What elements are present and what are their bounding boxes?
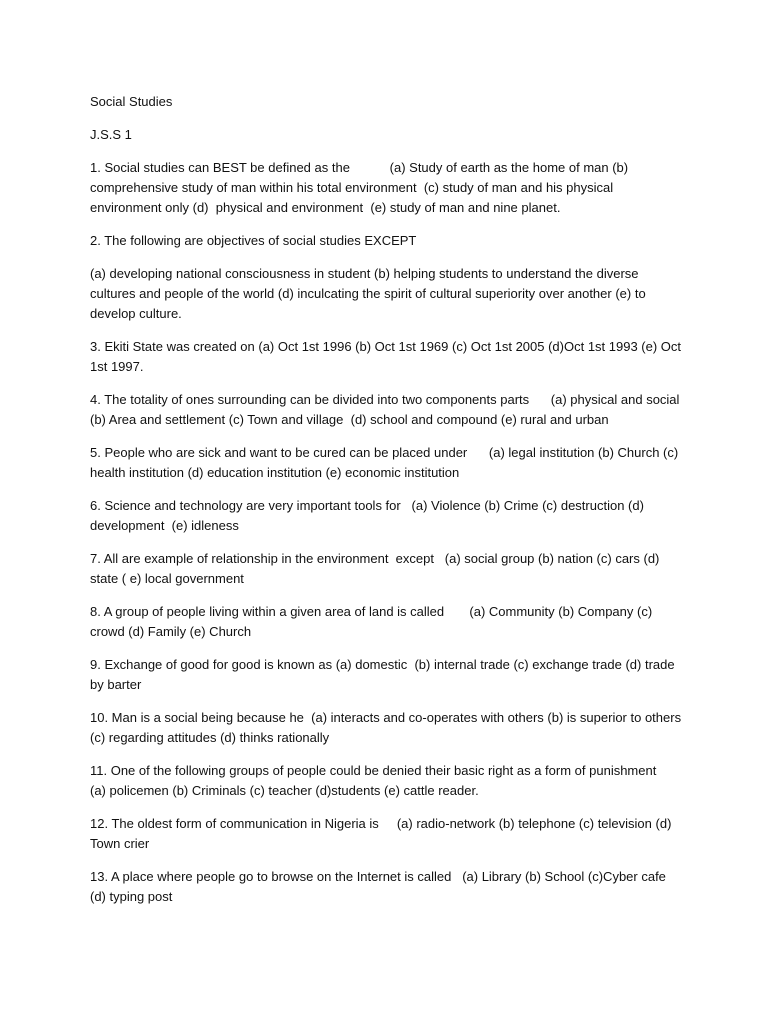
question-7: 7. All are example of relationship in the environment except (a) social group (b) nation (c) cars (d) state ( e) local government <box>90 551 664 586</box>
class-label: J.S.S 1 <box>90 127 132 142</box>
question-5: 5. People who are sick and want to be cured can be placed under (a) legal institution (b) Church (c) health institution (d) education institution (e) economic institution <box>90 445 682 480</box>
question-13: 13. A place where people go to browse on the Internet is called (a) Library (b) School (c)Cyber cafe (d) typing post <box>90 869 670 904</box>
question-2: 2. The following are objectives of social studies EXCEPT <box>90 233 417 248</box>
question-4: 4. The totality of ones surrounding can be divided into two components parts (a) physical and social (b) Area and settlement (c) Town and village (d) school and compound (e) rural and urban <box>90 392 684 427</box>
document-title: Social Studies <box>90 94 173 109</box>
question-3: 3. Ekiti State was created on (a) Oct 1st 1996 (b) Oct 1st 1969 (c) Oct 1st 2005 (d)Oct 1st 1993 (e) Oct 1st 1997. <box>90 339 685 374</box>
document-body <box>90 92 685 920</box>
question-12: 12. The oldest form of communication in Nigeria is (a) radio-network (b) telephone (c) television (d) Town crier <box>90 816 675 851</box>
question-8: 8. A group of people living within a given area of land is called (a) Community (b) Company (c) crowd (d) Family (e) Church <box>90 604 656 639</box>
question-6: 6. Science and technology are very important tools for (a) Violence (b) Crime (c) destruction (d) development (e) idleness <box>90 498 648 533</box>
question-2-options: (a) developing national consciousness in student (b) helping students to understand the diverse cultures and people of the world (d) inculcating the spirit of cultural superiority over another (e) to develop culture. <box>90 266 650 321</box>
question-9: 9. Exchange of good for good is known as (a) domestic (b) internal trade (c) exchange trade (d) trade by barter <box>90 657 679 692</box>
question-11: 11. One of the following groups of people could be denied their basic right as a form of punishment (a) policemen (b) Criminals (c) teacher (d)students (e) cattle reader. <box>90 763 671 798</box>
question-1: 1. Social studies can BEST be defined as the (a) Study of earth as the home of man (b) comprehensive study of man within his total environment (c) study of man and his physical environment only (d) physical and environment (e) study of man and nine planet. <box>90 160 632 215</box>
question-10: 10. Man is a social being because he (a) interacts and co-operates with others (b) is superior to others (c) regarding attitudes (d) thinks rationally <box>90 710 685 745</box>
